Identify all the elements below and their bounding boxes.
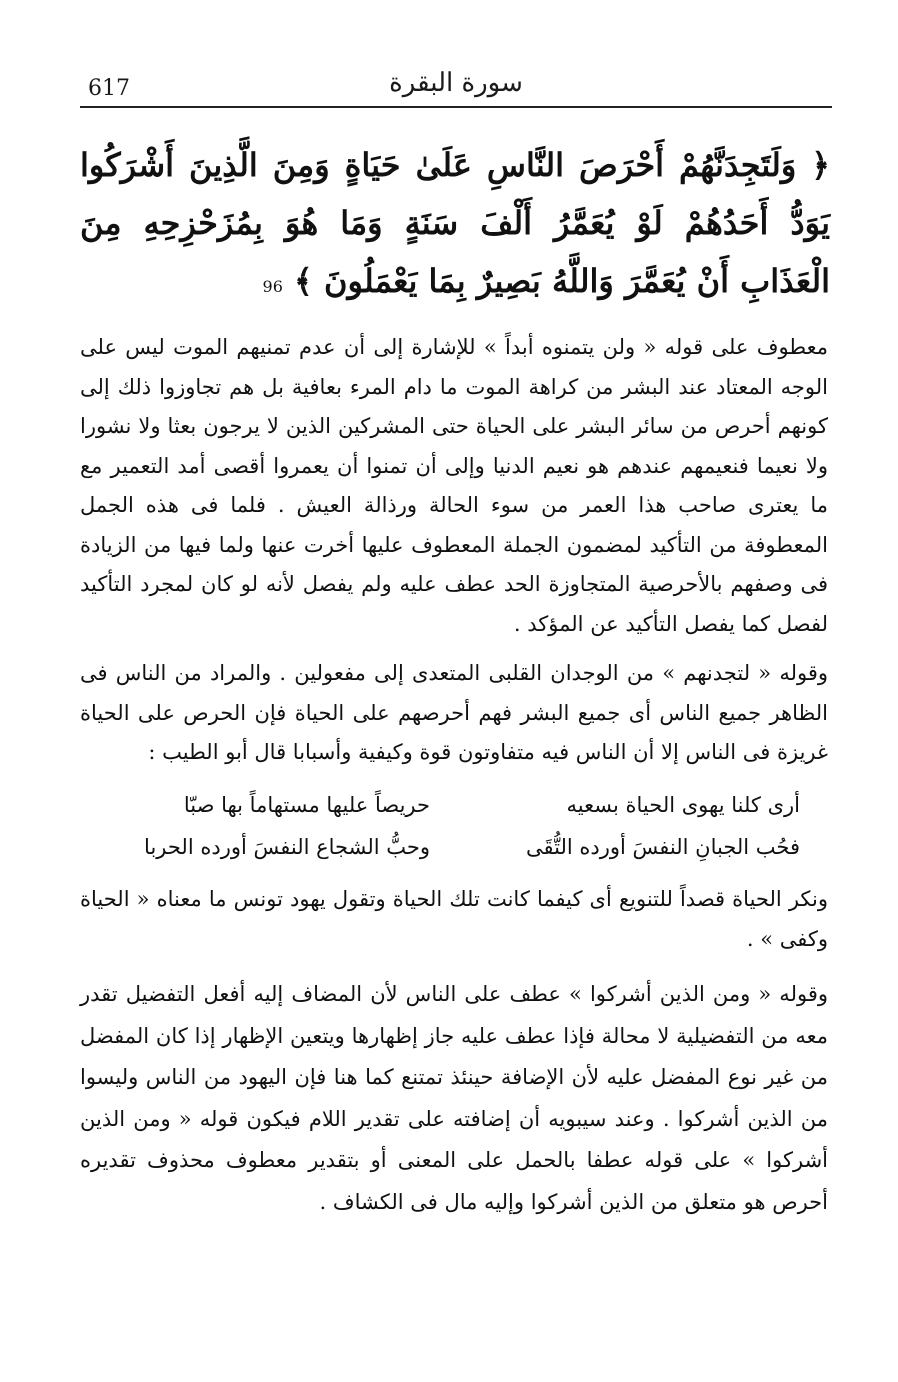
poem-hemistich: وحبُّ الشجاع النفسَ أورده الحربا — [144, 835, 430, 859]
surah-title: سورة البقرة — [389, 68, 523, 98]
verse-number: 96 — [262, 277, 283, 296]
poem-line-1 — [110, 784, 800, 826]
poem-hemistich: فحُب الجبانِ النفسَ أورده التُّقَى — [526, 835, 800, 859]
commentary-paragraph-4: وقوله « ومن الذين أشركوا » عطف على الناس لأن المضاف إليه أفعل التفضيل تقدر معه من التفضيلية لا محالة فإذا عطف عليه جاز إظهارها ويتعين الإظهار إذا كان المفضل من غير نوع المفضل عليه لأن الإضافة حينئذ تمتنع كما هنا فإن اليهود من الناس وليسوا من الذين أشركوا . وعند سيبويه أن إضافته على تقدير اللام فيكون قوله « ومن الذين أشركوا » على قوله عطفا بالحمل على المعنى أو بتقدير معطوف محذوف تقديره أحرص هو متعلق من الذين أشركوا وإليه مال فى الكشاف . — [80, 982, 828, 1214]
commentary-paragraph-3: ونكر الحياة قصداً للتنويع أى كيفما كانت تلك الحياة وتقول يهود تونس ما معناه « الحياة وكفى » . — [80, 887, 828, 951]
poem-hemistich: أرى كلنا يهوى الحياة بسعيه — [566, 793, 800, 817]
page-header — [80, 62, 832, 106]
quran-verse — [80, 136, 830, 316]
page-number: 617 — [88, 76, 130, 101]
poem-hemistich: حريصاً عليها مستهاماً بها صبّا — [183, 793, 430, 817]
commentary-paragraph-2: وقوله « لتجدنهم » من الوجدان القلبى المتعدى إلى مفعولين . والمراد من الناس فى الظاهر جميع الناس أى جميع البشر فهم أحرصهم على الحياة فإن الحرص على الحياة غريزة فى الناس إلا أن الناس فيه متفاوتون قوة وكيفية وأسبابا قال أبو الطيب : — [80, 661, 828, 764]
commentary-paragraph-1: معطوف على قوله « ولن يتمنوه أبداً » للإشارة إلى أن عدم تمنيهم الموت ليس على الوجه المعتاد عند البشر من كراهة الموت ما دام المرء بعافية بل هم تجاوزوا ذلك إلى كونهم أحرص من سائر البشر على الحياة حتى المشركين الذين لا يرجون بعثا ولا نشورا ولا نعيما فنعيمهم عندهم هو نعيم الدنيا وإلى أن تمنوا أن يعمروا أقصى أمد التعمير مع ما يعترى صاحب هذا العمر من سوء الحالة ورذالة العيش . فلما فى هذه الجمل المعطوفة من التأكيد لمضمون الجملة المعطوف عليها أخرت عنها ولما فيها من الزيادة فى وصفهم بالأحرصية المتجاوزة الحد عطف عليه ولم يفصل لأنه لو كان لمجرد التأكيد لفصل كما يفصل التأكيد عن المؤكد . — [80, 335, 828, 636]
verse-text: ﴿ وَلَتَجِدَنَّهُمْ أَحْرَصَ النَّاسِ عَلَىٰ حَيَاةٍ وَمِنَ الَّذِينَ أَشْرَكُوا يَوَدُّ أَحَدُهُمْ لَوْ يُعَمَّرُ أَلْفَ سَنَةٍ وَمَا هُوَ بِمُزَحْزِحِهِ مِنَ الْعَذَابِ أَنْ يُعَمَّرَ وَاللَّهُ بَصِيرٌ بِمَا يَعْمَلُونَ ﴾ — [80, 146, 830, 300]
poem-line-2 — [110, 826, 800, 868]
poem-verses — [110, 784, 800, 868]
header-divider — [80, 106, 832, 108]
